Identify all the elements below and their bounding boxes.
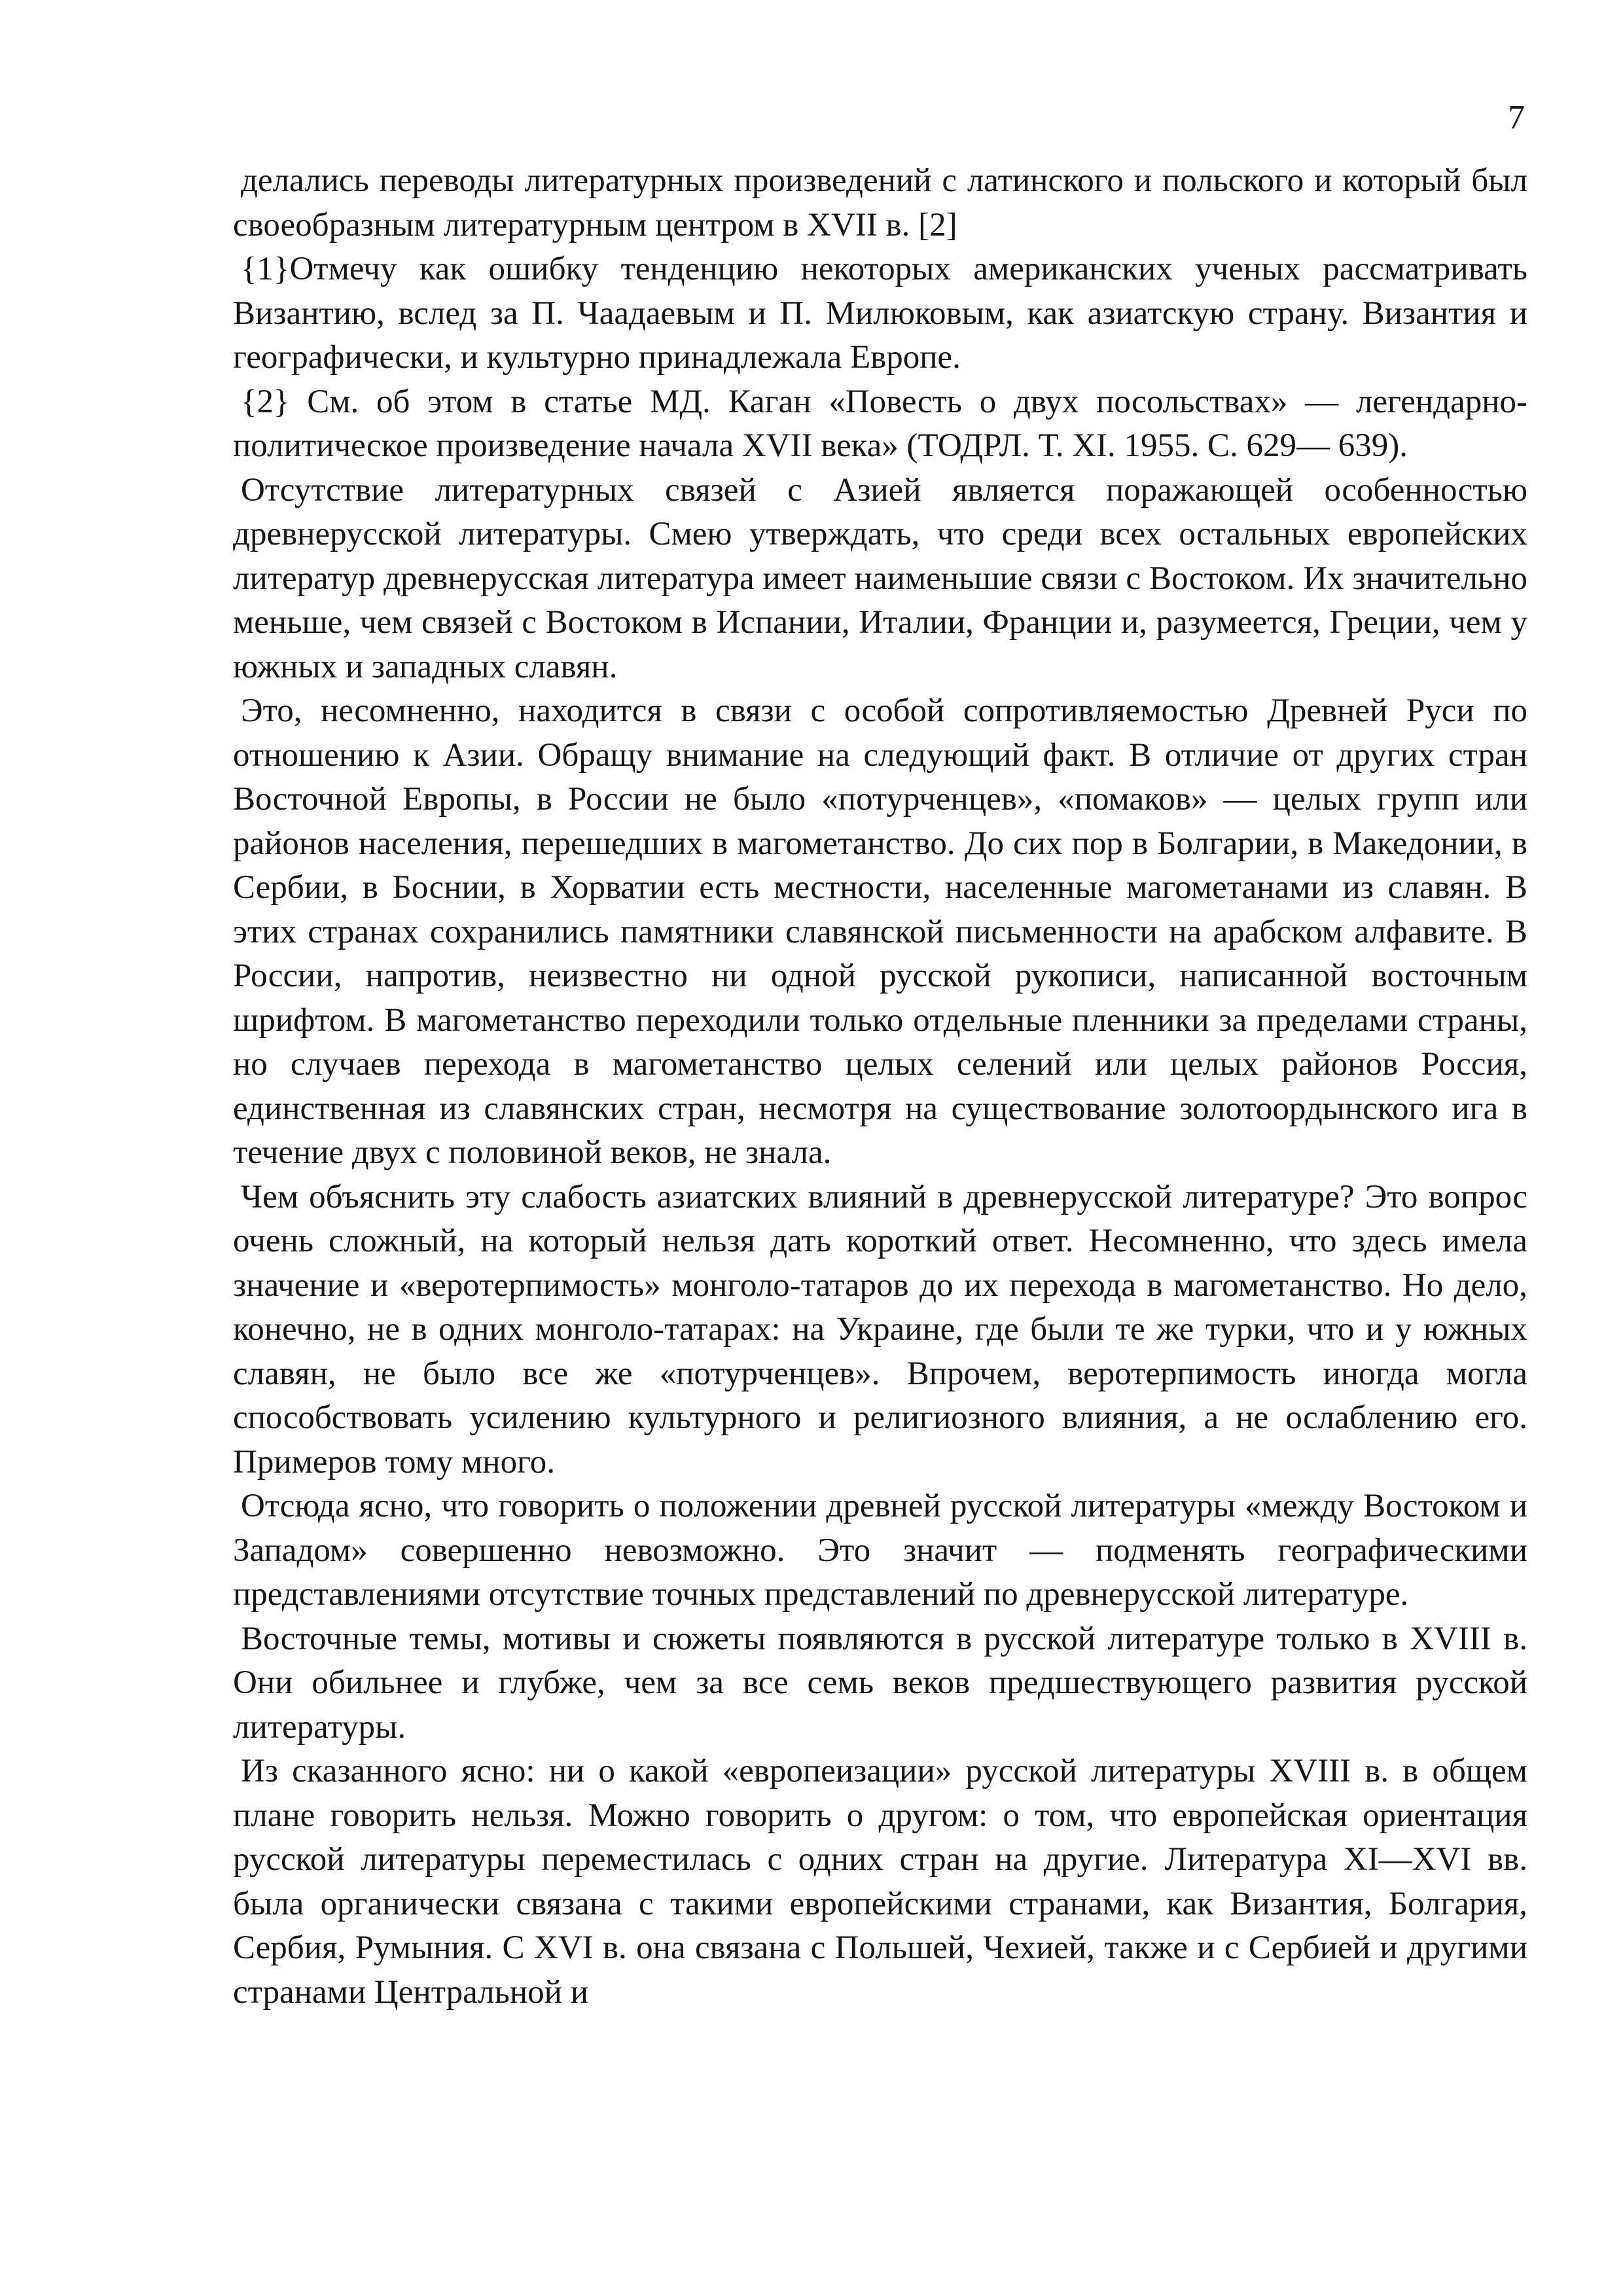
- page-number: 7: [1508, 99, 1525, 136]
- footnote-1: {1}Отмечу как ошибку тенденцию некоторых американских ученых рассматривать Византию, вслед за П. Чаадаевым и П. Милюковым, как азиатскую страну. Византия и географически, и культурно принадлежала Европе.: [233, 251, 1527, 376]
- paragraph: Чем объяснить эту слабость азиатских влияний в древнерусской литературе? Это вопрос очень сложный, на который нельзя дать короткий ответ. Несомненно, что здесь имела значение и «веротерпимость» монголо-татаров до их перехода в магометанство. Но дело, конечно, не в одних монголо-татарах: на Украине, где были те же турки, что и у южных славян, не было все же «потурченцев». Впрочем, веротерпимость иногда могла способствовать усилению культурного и религиозного влияния, а не ослаблению его. Примеров тому много.: [233, 1178, 1527, 1480]
- paragraph: Отсутствие литературных связей с Азией является поражающей особенностью древнерусской литературы. Смею утверждать, что среди всех остальных европейских литератур древнерусская литература имеет наименьшие связи с Востоком. Их значительно меньше, чем связей с Востоком в Испании, Италии, Франции и, разумеется, Греции, чем у южных и западных славян.: [233, 471, 1527, 685]
- footnote-2: {2} См. об этом в статье МД. Каган «Повесть о двух посольствах» — легендарно-политическое произведение начала XVII века» (ТОДРЛ. Т. XI. 1955. С. 629— 639).: [233, 383, 1527, 464]
- text-column: [233, 159, 1527, 2015]
- paragraph: Это, несомненно, находится в связи с особой сопротивляемостью Древней Руси по отношению к Азии. Обращу внимание на следующий факт. В отличие от других стран Восточной Европы, в России не было «потурченцев», «помаков» — целых групп или районов населения, перешедших в магометанство. До сих пор в Болгарии, в Македонии, в Сербии, в Боснии, в Хорватии есть местности, населенные магометанами из славян. В этих странах сохранились памятники славянской письменности на арабском алфавите. В России, напротив, неизвестно ни одной русской рукописи, написанной восточным шрифтом. В магометанство переходили только отдельные пленники за пределами страны, но случаев перехода в магометанство целых селений или целых районов Россия, единственная из славянских стран, несмотря на существование золотоордынского ига в течение двух с половиной веков, не знала.: [233, 692, 1527, 1171]
- paragraph: Из сказанного ясно: ни о какой «европеизации» русской литературы XVIII в. в общем плане говорить нельзя. Можно говорить о другом: о том, что европейская ориентация русской литературы переместилась с одних стран на другие. Литература XI—XVI вв. была органически связана с такими европейскими странами, как Византия, Болгария, Сербия, Румыния. С XVI в. она связана с Польшей, Чехией, также и с Сербией и другими странами Центральной и: [233, 1753, 1527, 2011]
- paragraph: Отсюда ясно, что говорить о положении древней русской литературы «между Востоком и Западом» совершенно невозможно. Это значит — подменять географическими представлениями отсутствие точных представлений по древнерусской литературе.: [233, 1488, 1527, 1613]
- paragraph: Восточные темы, мотивы и сюжеты появляются в русской литературе только в XVIII в. Они обильнее и глубже, чем за все семь веков предшествующего развития русской литературы.: [233, 1620, 1527, 1746]
- paragraph-continuation: делались переводы литературных произведений с латинского и польского и который был своеобразным литературным центром в XVII в. [2]: [233, 162, 1527, 243]
